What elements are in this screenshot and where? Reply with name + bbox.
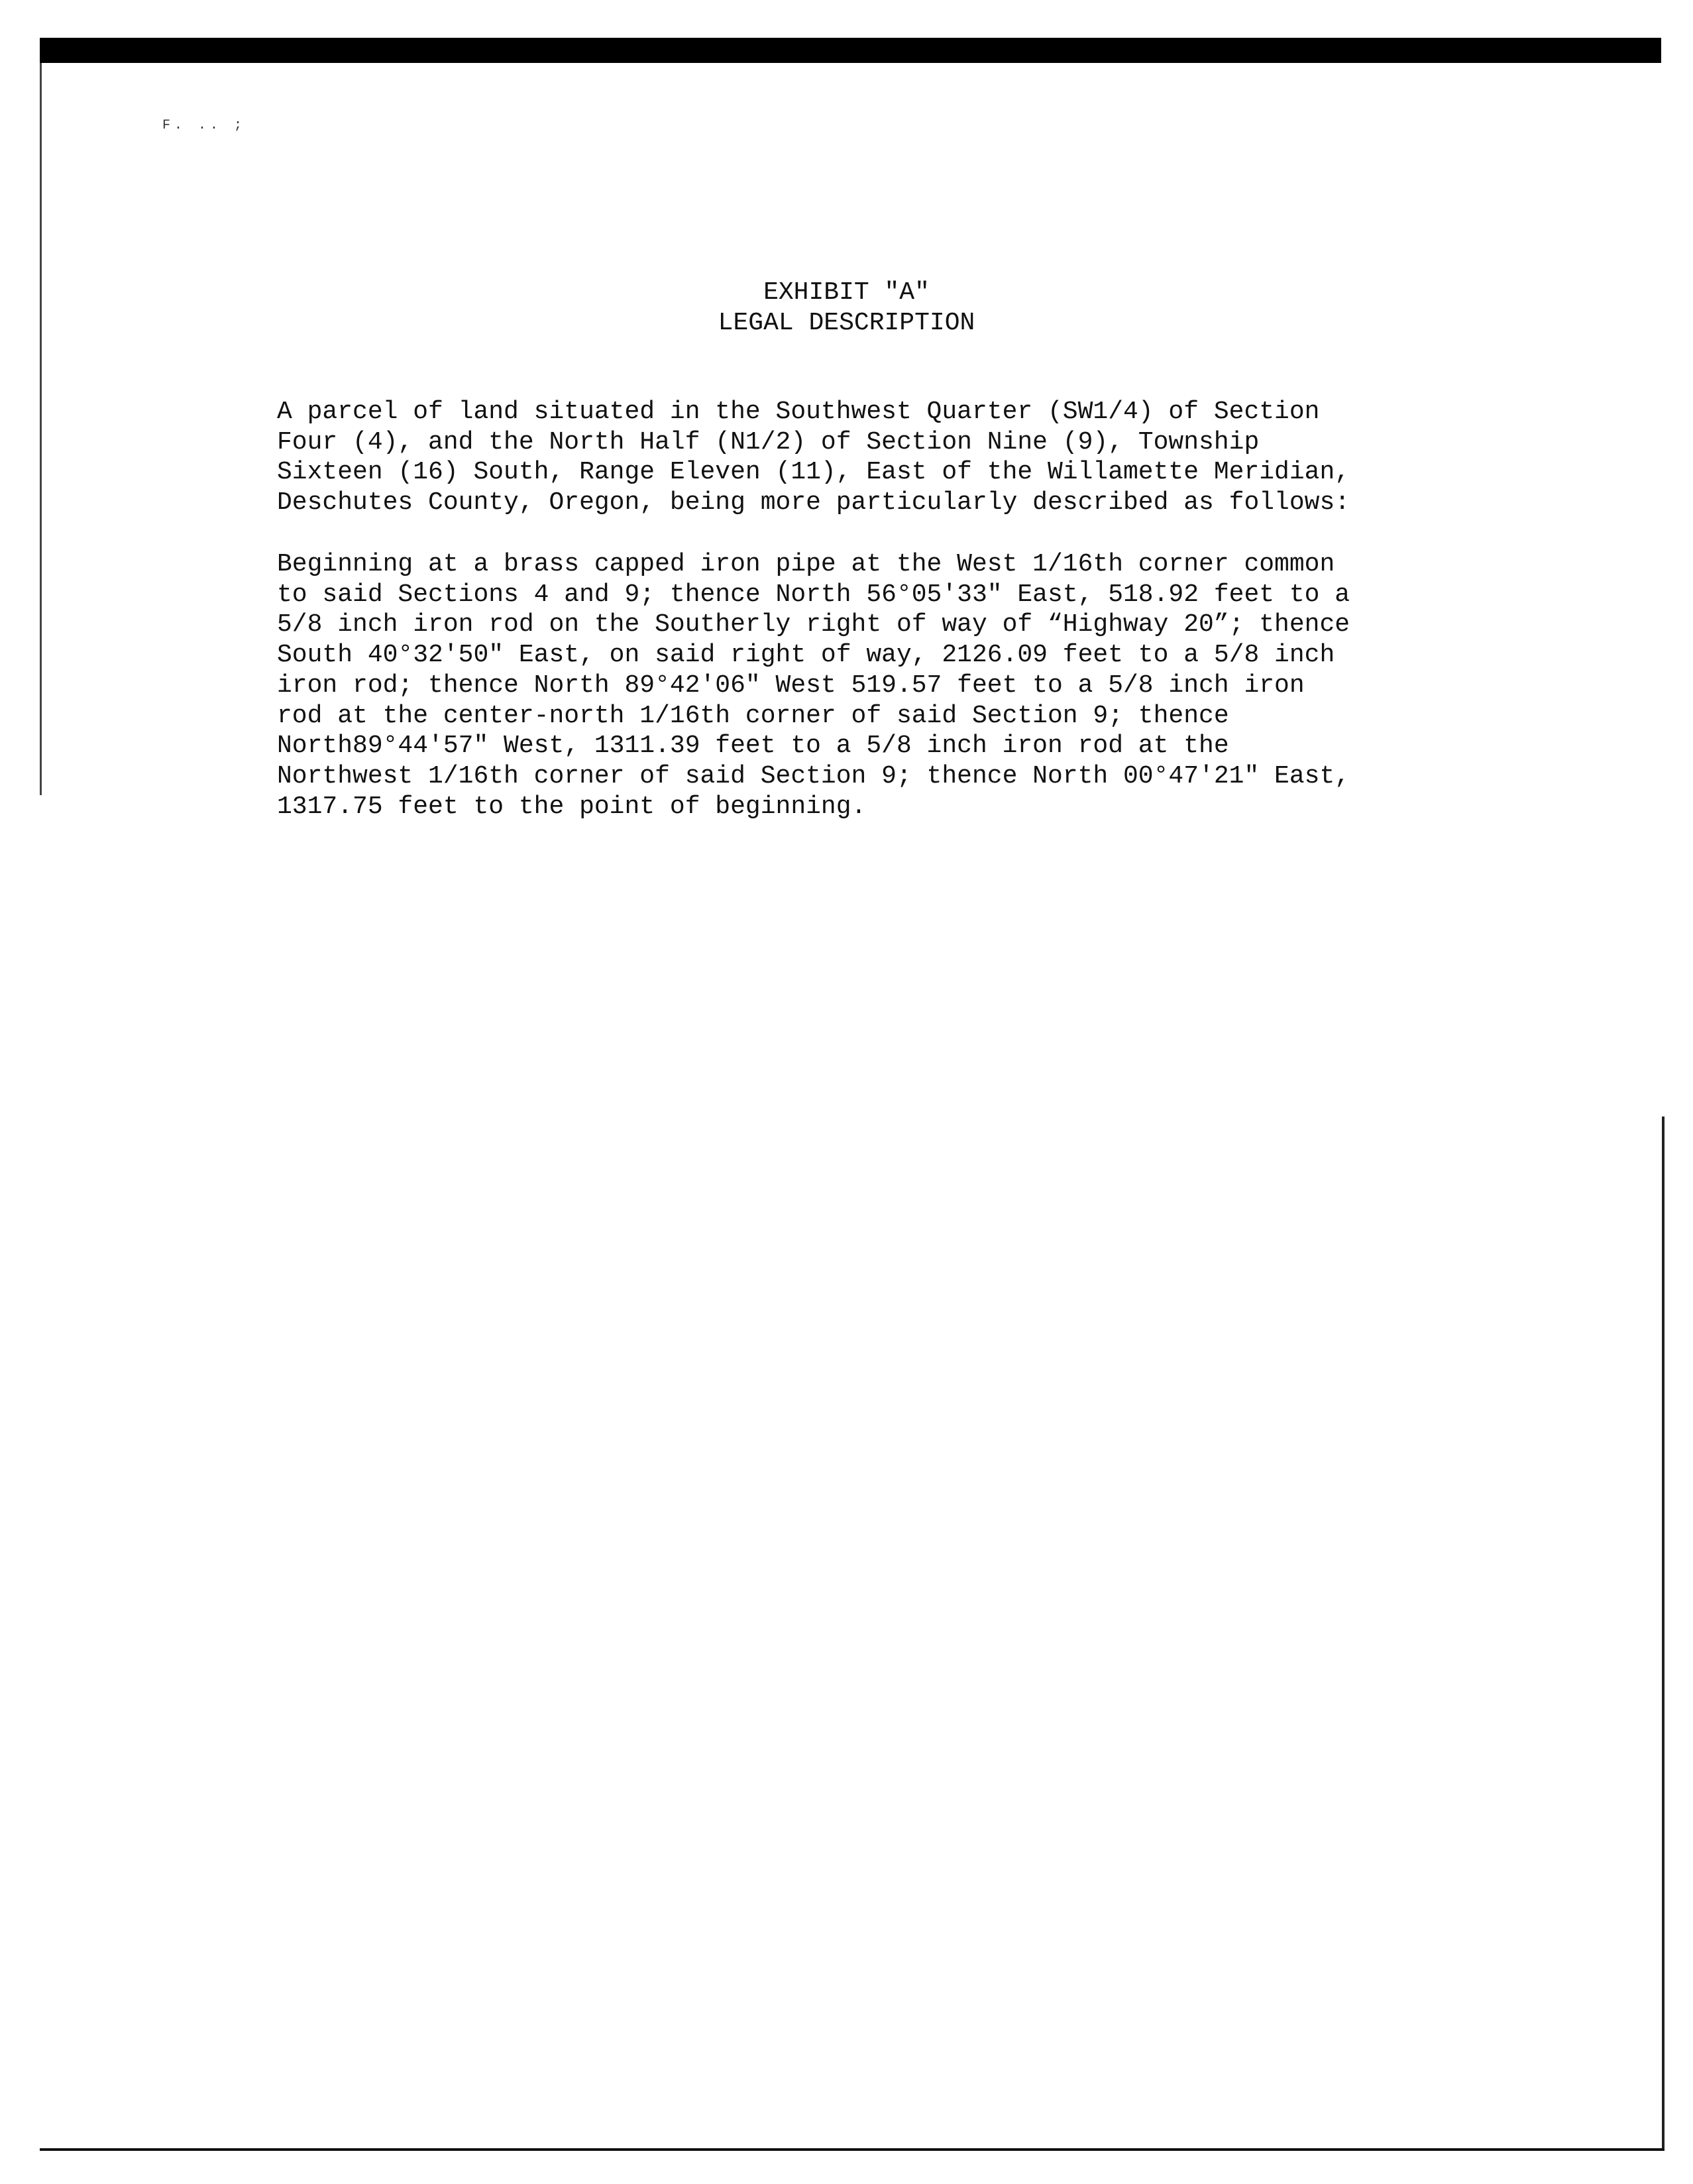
scan-left-edge (40, 63, 42, 795)
metes-and-bounds-paragraph: Beginning at a brass capped iron pipe at the West 1/16th corner common to said Sections 4 and 9; thence North 56°05′33″ East, 518.92 feet to a 5/8 inch iron rod on the Southerly right of way of “Highway 20”; thence South 40°32′50″ East, on said right of way, 2126.09 feet to a 5/8 inch iron rod; thence North 89°42′06″ West 519.57 feet to a 5/8 inch iron rod at the center-north 1/16th corner of said Section 9; thence North89°44′57″ West, 1311.39 feet to a 5/8 inch iron rod at the Northwest 1/16th corner of said Section 9; thence North 00°47′21″ East, 1317.75 feet to the point of beginning. (277, 550, 1350, 821)
scan-top-border (40, 38, 1661, 63)
scan-right-edge (1662, 1117, 1665, 2150)
scan-bottom-border (40, 2148, 1665, 2151)
legal-description-heading: LEGAL DESCRIPTION (718, 309, 975, 337)
corner-page-mark: F. .. ; (162, 118, 246, 133)
exhibit-title: EXHIBIT "A" (763, 278, 930, 307)
parcel-location-paragraph: A parcel of land situated in the Southwest Quarter (SW1/4) of Section Four (4), and the North Half (N1/2) of Section Nine (9), Township Sixteen (16) South, Range Eleven (11), East of the Willamette Meridian, Deschutes County, Oregon, being more particularly described as follows: (277, 398, 1350, 518)
